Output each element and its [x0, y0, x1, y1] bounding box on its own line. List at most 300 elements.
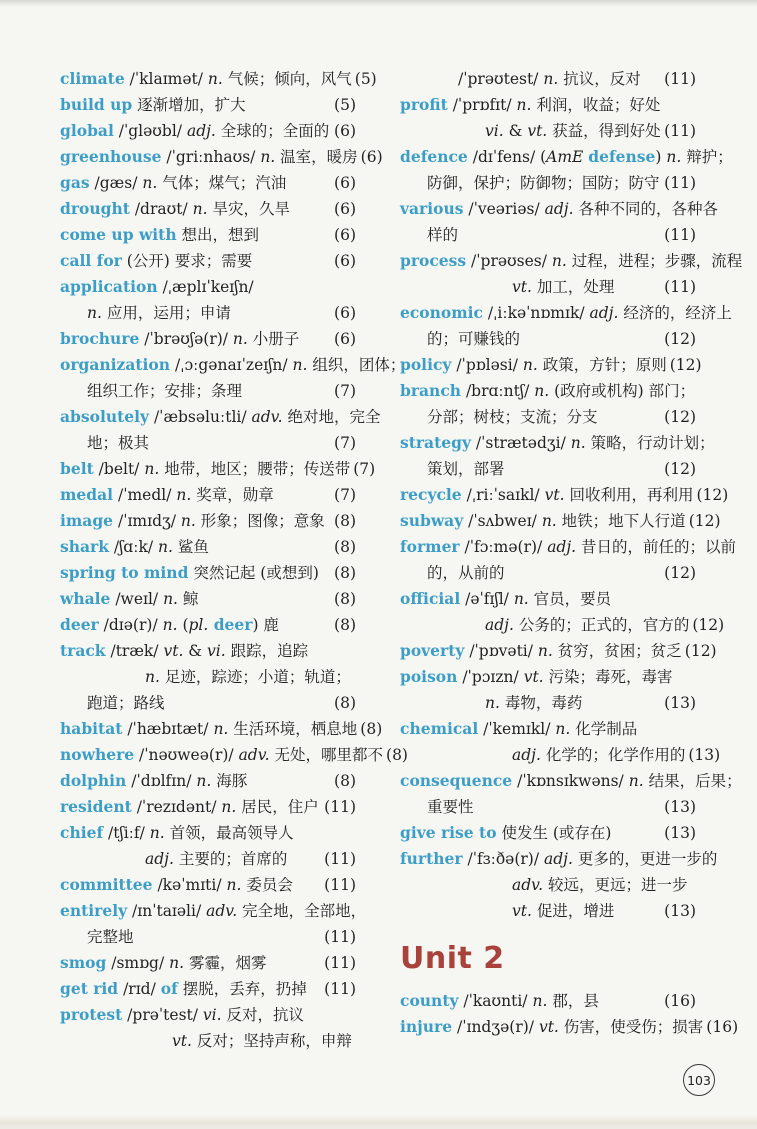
- entry-line: [60, 612, 356, 638]
- entry-plain-text: 公务的；正式的，官方的: [513, 616, 690, 634]
- entry-line: [400, 430, 715, 456]
- headword: build up: [60, 95, 133, 114]
- entry-line: [60, 1002, 356, 1028]
- headword: application: [60, 277, 158, 296]
- glossary-entry: [60, 66, 377, 92]
- entry-plain-text: 海豚: [211, 772, 248, 790]
- entry-line: [60, 768, 356, 794]
- glossary-entry: [60, 560, 356, 586]
- entry-line: [400, 534, 737, 560]
- headword: gas: [60, 173, 90, 192]
- headword: deer: [60, 615, 99, 634]
- glossary-entry: [400, 664, 696, 716]
- entry-plain-text: &: [183, 642, 208, 660]
- pos-label: vt.: [512, 902, 532, 920]
- textbook-page-ref: (8): [334, 564, 356, 582]
- entry-text: [60, 482, 274, 508]
- headword: further: [400, 849, 463, 868]
- textbook-page-ref: (11): [664, 174, 696, 192]
- headword: branch: [400, 381, 462, 400]
- pos-label: adj.: [544, 200, 574, 218]
- pos-label: n.: [221, 798, 237, 816]
- entry-plain-text: /ˈkaʊnti/: [458, 992, 533, 1010]
- entry-plain-text: /ˈprəʊses/: [466, 252, 552, 270]
- textbook-page-ref: (6): [334, 252, 356, 270]
- page-top-edge-shadow: [0, 0, 757, 7]
- glossary-entry: [400, 508, 721, 534]
- glossary-entry: [400, 1014, 739, 1040]
- entry-text: [400, 716, 637, 742]
- entry-text: [60, 508, 325, 534]
- entry-plain-text: 形象；图像；意象: [195, 512, 325, 530]
- entry-line: [400, 378, 696, 404]
- pos-label: n.: [163, 590, 178, 608]
- glossary-entry: [60, 612, 356, 638]
- entry-plain-text: /ˈpɒvəti/: [464, 642, 538, 660]
- entry-plain-text: /ˈprəʊtest/: [458, 70, 544, 88]
- textbook-page-ref: (13): [664, 694, 696, 712]
- entry-plain-text: 主要的；首席的: [173, 850, 288, 868]
- entry-text: [400, 534, 736, 560]
- entry-line: [60, 508, 356, 534]
- headword: whale: [60, 589, 111, 608]
- entry-plain-text: 雾霾，烟雾: [184, 954, 267, 972]
- entry-line: [400, 1014, 739, 1040]
- entry-plain-text: 跟踪，追踪: [225, 642, 309, 660]
- glossary-entry: [400, 144, 733, 196]
- headword: defence: [400, 147, 468, 166]
- entry-plain-text: /dɪə(r)/: [98, 616, 163, 634]
- entry-plain-text: 加工，处理: [531, 278, 615, 296]
- entry-line: [400, 92, 696, 118]
- entry-plain-text: 获益，得到好处: [547, 122, 661, 140]
- glossary-entry: [60, 92, 356, 118]
- entry-line: [60, 534, 356, 560]
- entry-plain-text: (公开) 要求；需要: [121, 252, 253, 270]
- glossary-entry: [60, 1002, 356, 1054]
- pos-label: vt.: [538, 1018, 559, 1036]
- entry-plain-text: 绝对地，完全: [282, 408, 381, 426]
- pos-label: AmE: [546, 148, 589, 166]
- textbook-page-ref: (8): [334, 590, 356, 608]
- textbook-page-ref: (8): [334, 616, 356, 634]
- textbook-page-ref: (6): [334, 226, 356, 244]
- pos-label: n.: [513, 590, 529, 608]
- entry-plain-text: 足迹，踪迹；小道；轨道；: [159, 668, 351, 686]
- pos-label: n.: [516, 96, 532, 114]
- entry-plain-text: 各种不同的，各种各: [573, 200, 718, 218]
- textbook-page-ref: (6): [334, 330, 356, 348]
- entry-plain-text: 利润，收益；好处: [531, 96, 661, 114]
- glossary-entry: [400, 768, 742, 820]
- glossary-entry: [60, 586, 356, 612]
- entry-line: [400, 872, 696, 898]
- headword: various: [400, 199, 464, 218]
- entry-plain-text: 的，从前的: [427, 564, 505, 582]
- glossary-entry: [60, 482, 356, 508]
- entry-plain-text: 昔日的，前任的；以前: [576, 538, 737, 556]
- entry-plain-text: /ˈbrəʊʃə(r)/: [139, 330, 233, 348]
- entry-line: [400, 274, 696, 300]
- entry-text: [60, 794, 319, 820]
- glossary-entry: [60, 950, 356, 976]
- headword: brochure: [60, 329, 140, 348]
- glossary-entry: [60, 456, 376, 482]
- glossary-entry: [60, 248, 356, 274]
- entry-plain-text: 政策，方针；原则: [537, 356, 667, 374]
- headword: official: [400, 589, 461, 608]
- textbook-page-ref: (12): [696, 486, 729, 504]
- entry-text: [400, 820, 611, 846]
- glossary-entry: [400, 378, 696, 430]
- pos-label: n.: [537, 642, 553, 660]
- entry-text: [60, 716, 357, 742]
- textbook-page-ref: (6): [334, 174, 356, 192]
- headword: chemical: [400, 719, 479, 738]
- entry-line: [400, 716, 696, 742]
- entry-text: [60, 248, 252, 274]
- entry-plain-text: 突然记起 (或想到): [188, 564, 319, 582]
- pos-label: n.: [260, 148, 276, 166]
- entry-plain-text: 首领，最高领导人: [164, 824, 294, 842]
- entry-text: [172, 1028, 352, 1054]
- pos-label: n.: [485, 694, 500, 712]
- entry-plain-text: /smɒg/: [106, 954, 170, 972]
- entry-line: [60, 742, 408, 768]
- entry-plain-text: 跑道；路线: [87, 694, 165, 712]
- entry-plain-text: /ˈpɒləsi/: [451, 356, 523, 374]
- textbook-page-ref: (13): [664, 824, 696, 842]
- pos-label: pl.: [188, 616, 209, 634]
- pos-label: n.: [180, 512, 196, 530]
- entry-line: [400, 248, 743, 274]
- entry-plain-text: /ˈnəʊweə(r)/: [134, 746, 239, 764]
- entry-plain-text: /ˈkɒnsɪkwəns/: [512, 772, 629, 790]
- entry-line: [400, 664, 696, 690]
- entry-plain-text: /ˈgləʊbl/: [113, 122, 187, 140]
- entry-plain-text: 污染；毒死，毒害: [543, 668, 673, 686]
- headword: belt: [60, 459, 94, 478]
- glossary-entry: [400, 92, 696, 144]
- entry-plain-text: 防御，保护；防御物；国防；防守: [427, 174, 660, 192]
- entry-text: [400, 988, 599, 1014]
- pos-label: adj.: [186, 122, 216, 140]
- textbook-page-ref: (5): [334, 96, 356, 114]
- textbook-page-ref: (8): [334, 694, 356, 712]
- entry-text: [400, 664, 673, 690]
- entry-plain-text: /ɪnˈtaɪəli/: [127, 902, 207, 920]
- entry-line: [60, 820, 356, 846]
- entry-line: [400, 66, 696, 92]
- entry-plain-text: 地带，地区；腰带；传送带: [159, 460, 351, 478]
- entry-line: [400, 144, 733, 170]
- pos-label: n.: [145, 668, 160, 686]
- entry-plain-text: /tʃiːf/: [103, 824, 150, 842]
- entry-line: [60, 560, 356, 586]
- entry-text: [60, 170, 286, 196]
- pos-label: n.: [192, 200, 208, 218]
- glossary-entry: [400, 988, 696, 1014]
- entry-plain-text: /ˈfɔːmə(r)/: [459, 538, 548, 556]
- pos-label: n.: [176, 486, 192, 504]
- textbook-page-ref: (12): [669, 356, 702, 374]
- entry-plain-text: /ˈpɔɪzn/: [457, 668, 524, 686]
- textbook-page-ref: (16): [664, 992, 696, 1010]
- textbook-page-ref: (8): [334, 772, 356, 790]
- entry-plain-text: 官员，要员: [528, 590, 612, 608]
- entry-text: [512, 274, 614, 300]
- headword: economic: [400, 303, 483, 322]
- headword: poison: [400, 667, 458, 686]
- entry-line: [60, 92, 356, 118]
- textbook-page-ref: (8): [334, 512, 356, 530]
- textbook-page-ref: (12): [664, 330, 696, 348]
- entry-plain-text: 更多的，更进一步的: [572, 850, 718, 868]
- entry-line: [400, 170, 696, 196]
- entry-text: [427, 456, 505, 482]
- textbook-page-ref: (12): [684, 642, 717, 660]
- headword: deer: [208, 615, 253, 634]
- entry-text: [400, 300, 732, 326]
- entry-plain-text: /ˌiːkəˈnɒmɪk/: [482, 304, 590, 322]
- entry-plain-text: /rɪd/: [118, 980, 161, 998]
- headword: shark: [60, 537, 109, 556]
- glossary-entry: [60, 222, 356, 248]
- entry-line: [400, 222, 696, 248]
- pos-label: n.: [666, 148, 682, 166]
- entry-line: [60, 430, 356, 456]
- glossary-entry: [400, 534, 737, 586]
- pos-label: n.: [207, 70, 223, 88]
- glossary-entry: [400, 66, 696, 92]
- entry-line: [60, 300, 356, 326]
- entry-text: [60, 352, 405, 378]
- textbook-page-ref: (7): [334, 382, 356, 400]
- entry-plain-text: 化学的；化学作用的: [540, 746, 686, 764]
- glossary-entry: [60, 144, 383, 170]
- entry-line: [400, 846, 718, 872]
- entry-line: [60, 66, 377, 92]
- pos-label: adv.: [512, 876, 544, 894]
- entry-line: [60, 976, 356, 1002]
- entry-line: [60, 1028, 356, 1054]
- pos-label: n.: [292, 356, 308, 374]
- headword: resident: [60, 797, 132, 816]
- entry-plain-text: /ˈmedl/: [113, 486, 177, 504]
- pos-label: n.: [532, 992, 548, 1010]
- entry-text: [512, 898, 614, 924]
- entry-line: [400, 768, 742, 794]
- glossary-entry: [60, 794, 356, 820]
- entry-plain-text: /ˈdɒlfɪn/: [126, 772, 197, 790]
- entry-text: [427, 560, 505, 586]
- textbook-page-ref: (6): [334, 304, 356, 322]
- entry-plain-text: /ˈrezɪdənt/: [131, 798, 222, 816]
- entry-text: [485, 118, 661, 144]
- pos-label: vt.: [527, 122, 548, 140]
- entry-text: [60, 66, 352, 92]
- entry-text: [427, 170, 660, 196]
- headword: absolutely: [60, 407, 150, 426]
- entry-line: [400, 404, 696, 430]
- glossary-entry: [400, 586, 725, 638]
- headword: habitat: [60, 719, 123, 738]
- entry-plain-text: /ˈkemɪkl/: [478, 720, 556, 738]
- glossary-entry: [60, 352, 406, 404]
- entry-plain-text: 辩护；: [681, 148, 733, 166]
- entry-plain-text: /belt/: [93, 460, 145, 478]
- entry-plain-text: /ˈfɜːðə(r)/: [462, 850, 544, 868]
- pos-label: n.: [162, 616, 178, 634]
- entry-line: [400, 612, 725, 638]
- glossary-column-left: [60, 66, 408, 1054]
- unit-heading: Unit 2: [400, 941, 505, 976]
- glossary-entry: [60, 820, 356, 872]
- entry-plain-text: /ˌɔːgənaɪˈzeɪʃn/: [170, 356, 293, 374]
- glossary-entry: [400, 482, 729, 508]
- entry-plain-text: 促进，增进: [531, 902, 615, 920]
- entry-text: [60, 976, 307, 1002]
- headword: committee: [60, 875, 153, 894]
- entry-plain-text: /ˌæplɪˈkeɪʃn/: [157, 278, 254, 296]
- entry-text: [512, 742, 685, 768]
- entry-plain-text: /ˈprɒfɪt/: [447, 96, 517, 114]
- entry-plain-text: 摆脱，丢弃，扔掉: [177, 980, 307, 998]
- entry-line: [60, 456, 376, 482]
- entry-text: [87, 430, 149, 456]
- glossary-entry: [60, 170, 356, 196]
- entry-plain-text: 组织工作；安排；条理: [87, 382, 243, 400]
- textbook-page-ref: (8): [334, 538, 356, 556]
- glossary-entry: [60, 638, 356, 716]
- entry-text: [60, 638, 308, 664]
- entry-text: [60, 274, 254, 300]
- entry-line: [400, 742, 721, 768]
- entry-line: [60, 378, 356, 404]
- pos-label: n.: [551, 252, 567, 270]
- entry-text: [427, 794, 474, 820]
- pos-label: n.: [144, 460, 160, 478]
- headword: chief: [60, 823, 104, 842]
- entry-plain-text: ) 鹿: [252, 616, 279, 634]
- entry-plain-text: /ˈæbsəluːtli/: [149, 408, 252, 426]
- headword: former: [400, 537, 460, 556]
- pos-label: n.: [232, 330, 248, 348]
- entry-plain-text: 回收利用，再利用: [564, 486, 694, 504]
- entry-plain-text: 使发生 (或存在): [496, 824, 612, 842]
- glossary-entry: [60, 716, 383, 742]
- pos-label: n.: [226, 876, 242, 894]
- headword: consequence: [400, 771, 513, 790]
- textbook-page-ref: (12): [688, 512, 721, 530]
- textbook-page-ref: (8): [360, 720, 383, 738]
- entry-line: [60, 352, 406, 378]
- pos-label: n.: [149, 824, 165, 842]
- pos-label: vt.: [523, 668, 544, 686]
- textbook-page-ref: (11): [664, 70, 696, 88]
- entry-plain-text: /ˌriːˈsaɪkl/: [461, 486, 545, 504]
- headword: poverty: [400, 641, 465, 660]
- entry-text: [427, 404, 598, 430]
- pos-label: n.: [87, 304, 102, 322]
- pos-label: n.: [142, 174, 158, 192]
- entry-line: [400, 560, 696, 586]
- entry-text: [60, 196, 290, 222]
- glossary-entry: [60, 768, 356, 794]
- headword: drought: [60, 199, 130, 218]
- glossary-column-right: [400, 66, 743, 1054]
- headword: organization: [60, 355, 171, 374]
- entry-plain-text: 地；极其: [87, 434, 150, 452]
- entry-plain-text: 全球的；全面的: [215, 122, 330, 140]
- glossary-entry: [60, 508, 356, 534]
- entry-line: [60, 118, 356, 144]
- entry-plain-text: 毒物，毒药: [499, 694, 583, 712]
- pos-label: vi.: [207, 642, 226, 660]
- glossary-entry: [400, 430, 715, 482]
- entry-text: [400, 846, 717, 872]
- textbook-page-ref: (11): [324, 876, 356, 894]
- entry-text: [427, 326, 520, 352]
- entry-line: [60, 794, 356, 820]
- entry-line: [60, 222, 356, 248]
- entry-line: [60, 664, 356, 690]
- headword: give rise to: [400, 823, 497, 842]
- entry-text: [60, 144, 358, 170]
- headword: subway: [400, 511, 464, 530]
- entry-plain-text: /ˈgriːnhaʊs/: [161, 148, 261, 166]
- entry-plain-text: 逐渐增加，扩大: [132, 96, 246, 114]
- entry-line: [60, 924, 356, 950]
- glossary-entry: [60, 196, 356, 222]
- pos-label: adj.: [547, 538, 577, 556]
- entry-plain-text: 分部；树枝；支流；分支: [427, 408, 598, 426]
- entry-line: [60, 326, 356, 352]
- glossary-entry: [400, 196, 718, 248]
- entry-plain-text: /ˈstrætədʒi/: [470, 434, 571, 452]
- entry-line: [400, 118, 696, 144]
- entry-plain-text: 的；可赚钱的: [427, 330, 521, 348]
- pos-label: n.: [158, 538, 173, 556]
- entry-plain-text: 较远，更远；进一步: [543, 876, 688, 894]
- glossary-entry: [60, 976, 356, 1002]
- entry-line: [60, 248, 356, 274]
- entry-plain-text: 温室，暖房: [275, 148, 358, 166]
- entry-line: [400, 482, 729, 508]
- pos-label: adj.: [512, 746, 541, 764]
- textbook-page-ref: (16): [706, 1018, 739, 1036]
- textbook-page-ref: (11): [324, 954, 356, 972]
- entry-line: [400, 820, 696, 846]
- headword: climate: [60, 69, 125, 88]
- entry-line: [60, 716, 383, 742]
- entry-plain-text: 经济的，经济上: [618, 304, 732, 322]
- textbook-page-ref: (7): [353, 460, 376, 478]
- pos-label: adv.: [251, 408, 283, 426]
- glossary-entry: [60, 274, 356, 326]
- textbook-page-ref: (11): [324, 798, 356, 816]
- textbook-page-ref: (11): [664, 278, 696, 296]
- glossary-entry: [400, 248, 743, 300]
- glossary-entry: [60, 118, 356, 144]
- textbook-page-ref: (12): [664, 564, 696, 582]
- textbook-page-ref: (11): [324, 850, 356, 868]
- entry-plain-text: 想出，想到: [176, 226, 260, 244]
- entry-text: [60, 768, 247, 794]
- entry-plain-text: 鲨鱼: [172, 538, 209, 556]
- entry-line: [60, 846, 356, 872]
- entry-plain-text: /prəˈtest/: [122, 1006, 203, 1024]
